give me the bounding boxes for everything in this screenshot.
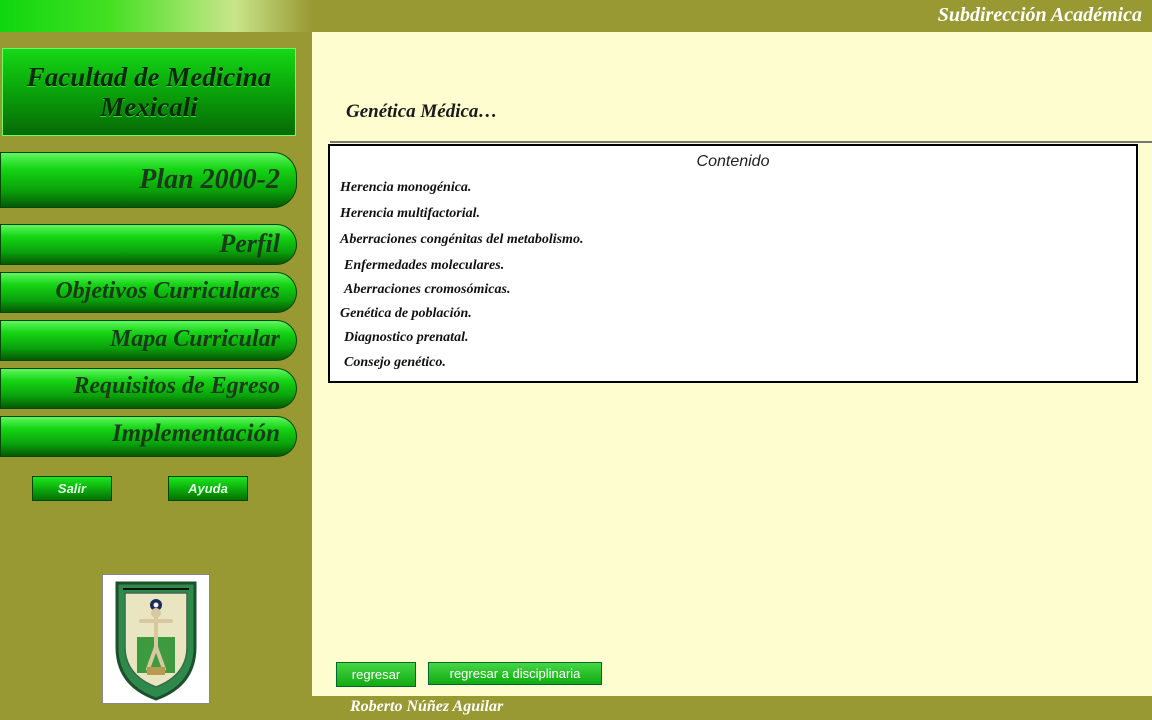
sidebar-top-gradient	[0, 0, 312, 32]
exit-label: Salir	[57, 481, 87, 496]
menu-plan-button[interactable]	[0, 152, 297, 208]
help-label: Ayuda	[188, 481, 228, 496]
menu-plan-label: Plan 2000-2	[139, 164, 280, 195]
menu-requisitos-button[interactable]	[0, 368, 297, 409]
back-discipline-label: regresar a disciplinaria	[449, 666, 581, 681]
menu-requisitos-label: Requisitos de Egreso	[73, 373, 280, 399]
back-button[interactable]	[336, 662, 416, 687]
menu-mapa-label: Mapa Curricular	[109, 326, 280, 352]
divider	[330, 141, 1152, 143]
list-item: Herencia monogénica.	[340, 180, 472, 195]
list-item: Enfermedades moleculares.	[344, 258, 505, 273]
faculty-title-line2: Mexicali	[100, 92, 198, 122]
menu-objetivos-label: Objetivos Curriculares	[55, 278, 280, 304]
back-discipline-button[interactable]	[428, 662, 602, 685]
menu-perfil-label: Perfil	[219, 229, 280, 258]
list-item: Herencia multifactorial.	[340, 206, 480, 221]
page-title: Genética Médica…	[346, 101, 498, 122]
university-seal-icon	[102, 574, 210, 704]
menu-perfil-button[interactable]	[0, 224, 297, 265]
list-item: Diagnostico prenatal.	[344, 330, 469, 345]
top-bar	[312, 0, 1152, 32]
back-label: regresar	[351, 667, 401, 682]
menu-implementacion-label: Implementación	[111, 420, 280, 447]
faculty-title-line1: Facultad de Medicina	[26, 62, 272, 92]
footer-author: Roberto Núñez Aguilar	[350, 698, 504, 715]
menu-objetivos-button[interactable]	[0, 272, 297, 313]
content-title: Contenido	[696, 153, 770, 170]
list-item: Aberraciones cromosómicas.	[344, 282, 511, 297]
menu-mapa-button[interactable]	[0, 320, 297, 361]
faculty-title	[2, 48, 296, 136]
header-title: Subdirección Académica	[937, 4, 1142, 26]
content-panel	[328, 144, 1138, 383]
university-seal-graphic	[103, 575, 209, 703]
exit-button[interactable]	[32, 476, 112, 501]
help-button[interactable]	[168, 476, 248, 501]
list-item: Aberraciones congénitas del metabolismo.	[340, 232, 584, 247]
list-item: Genética de población.	[340, 306, 472, 321]
menu-implementacion-button[interactable]	[0, 416, 297, 457]
list-item: Consejo genético.	[344, 355, 446, 370]
